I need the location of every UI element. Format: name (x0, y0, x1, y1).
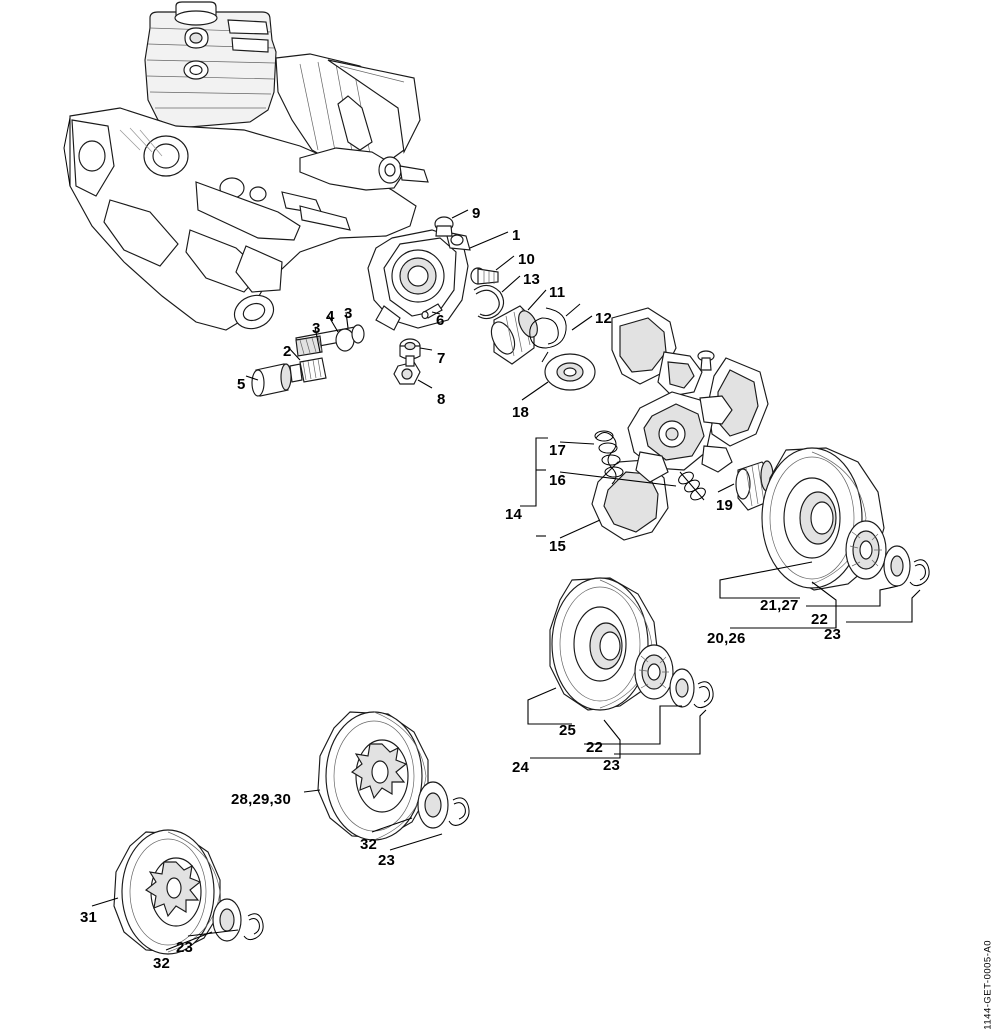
callout-23-bottom: 23 (176, 939, 194, 956)
clutch-drum-large (762, 448, 929, 590)
callout-14: 14 (505, 506, 523, 523)
document-code: 1144-GET-0005-A0 (983, 940, 994, 1030)
callout-16: 16 (549, 472, 567, 489)
callout-8: 8 (437, 391, 446, 408)
callout-25: 25 (559, 722, 577, 739)
spring-17 (595, 431, 623, 484)
callout-20-26: 20,26 (707, 630, 746, 647)
callout-6: 6 (436, 312, 445, 329)
callout-21-27: 21,27 (760, 597, 799, 614)
callout-1: 1 (512, 227, 521, 244)
callout-19: 19 (716, 497, 734, 514)
callout-15: 15 (549, 538, 567, 555)
callout-32-lower: 32 (153, 955, 171, 972)
callout-13: 13 (523, 271, 541, 288)
pickup-washer-18 (545, 354, 595, 390)
callout-18: 18 (512, 404, 530, 421)
sprocket-wheel-a (318, 712, 469, 840)
callout-3-lower: 3 (312, 320, 321, 337)
callout-23-lower: 23 (378, 852, 396, 869)
clutch-drum-mid (550, 578, 713, 710)
callout-10: 10 (518, 251, 536, 268)
clutch-assembly-group (592, 308, 768, 540)
callout-7: 7 (437, 350, 446, 367)
callout-3-upper: 3 (344, 305, 353, 322)
callout-5: 5 (237, 376, 246, 393)
worm-drive-group (252, 325, 364, 396)
clip-spring-group (474, 285, 595, 390)
screw-small (698, 351, 714, 370)
rim-sprocket (846, 521, 886, 579)
callout-17: 17 (549, 442, 567, 459)
spring-16 (677, 470, 708, 503)
callout-24: 24 (512, 759, 530, 776)
callout-28-29-30: 28,29,30 (231, 791, 291, 808)
callout-22-upper: 22 (811, 611, 829, 628)
screw-9 (435, 217, 453, 236)
callout-31: 31 (80, 909, 98, 926)
callout-23-mid: 23 (603, 757, 621, 774)
callout-12: 12 (595, 310, 613, 327)
shaft-2 (290, 358, 326, 382)
bolt-10 (471, 268, 498, 284)
callout-22-mid: 22 (586, 739, 604, 756)
callout-2: 2 (283, 343, 292, 360)
callout-11: 11 (549, 284, 566, 301)
callout-23-upper: 23 (824, 626, 842, 643)
callout-9: 9 (472, 205, 481, 222)
fitting-8 (394, 356, 420, 384)
callout-4: 4 (326, 308, 335, 325)
callout-32-upper: 32 (360, 836, 378, 853)
